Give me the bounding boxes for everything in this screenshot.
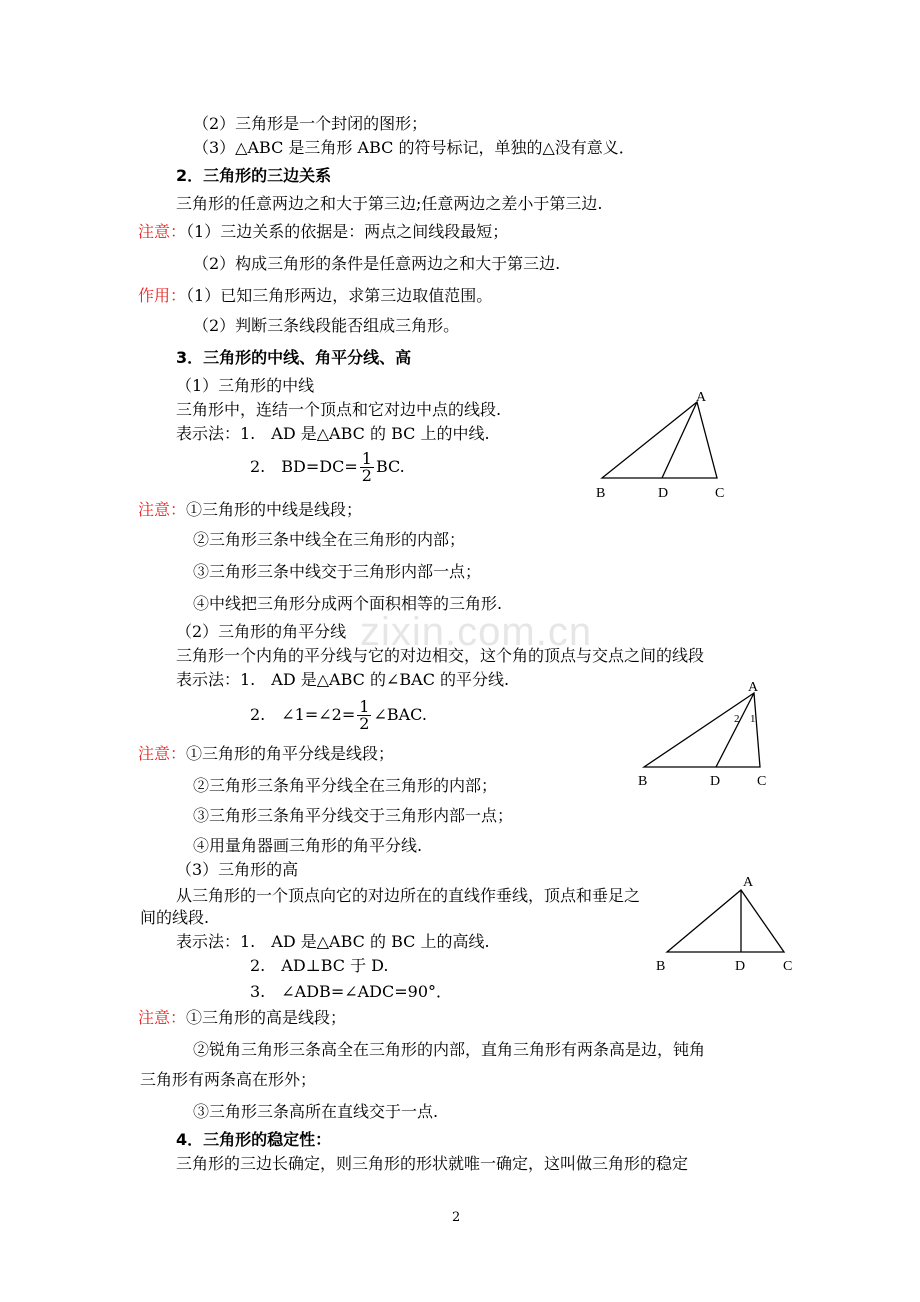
- vertex-b: B: [596, 486, 606, 501]
- expr-text: 2. BD=DC=: [250, 457, 358, 476]
- note-altitude-3: ③三角形三条高所在直线交于一点.: [193, 1102, 439, 1121]
- use-text: （1）已知三角形两边，求第三边取值范围。: [186, 286, 493, 305]
- use-line: [138, 286, 492, 306]
- altitude-triangle: [667, 890, 784, 952]
- point-d: D: [735, 959, 746, 974]
- note-altitude-2-cont: 三角形有两条高在形外；: [140, 1070, 317, 1089]
- angle-1-label: 1: [750, 713, 756, 725]
- expr-text: ∠BAC.: [373, 705, 427, 724]
- section-altitude-expr3: 3. ∠ADB=∠ADC=90°．: [250, 982, 453, 1001]
- section-bisector-expr1: 表示法：1. AD 是△ABC 的∠BAC 的平分线.: [176, 670, 510, 689]
- median-line: [662, 402, 697, 478]
- bisector-line: [716, 693, 754, 767]
- expr-text: 2. ∠1=∠2=: [250, 705, 356, 724]
- line-closed-figure: （2）三角形是一个封闭的图形；: [193, 114, 428, 133]
- section-bisector-expr2: [250, 695, 427, 735]
- note-label: 注意：: [138, 744, 187, 763]
- section-altitude-expr2: 2. AD⊥BC 于 D.: [250, 956, 389, 975]
- watermark: zixin.com.cn: [360, 610, 593, 654]
- vertex-a: A: [743, 875, 754, 890]
- fraction-half: $\frac{1}{2}$: [361, 449, 372, 485]
- note-sides: [138, 222, 508, 242]
- median-figure: [590, 385, 740, 505]
- note-median: [138, 500, 362, 520]
- section-altitude-def1: 从三角形的一个顶点向它的对边所在的直线作垂线，顶点和垂足之: [176, 886, 641, 905]
- note-median-2: ②三角形三条中线全在三角形的内部；: [193, 530, 466, 549]
- section-altitude-expr1: 表示法：1. AD 是△ABC 的 BC 上的高线.: [176, 932, 490, 951]
- line-symbol-note: （3）△ABC 是三角形 ABC 的符号标记，单独的△没有意义．: [193, 138, 635, 157]
- note-label: 注意：: [138, 1008, 187, 1027]
- fraction-half: $\frac{1}{2}$: [359, 697, 370, 733]
- vertex-b: B: [638, 774, 648, 789]
- line-stability: 三角形的三边长确定，则三角形的形状就唯一确定，这叫做三角形的稳定: [176, 1154, 689, 1173]
- bisector-triangle: [644, 693, 760, 767]
- section-median-title: （1）三角形的中线: [176, 376, 315, 395]
- note-bisector-3: ③三角形三条角平分线交于三角形内部一点；: [193, 806, 514, 825]
- section-median-expr1: 表示法：1. AD 是△ABC 的 BC 上的中线.: [176, 424, 490, 443]
- vertex-a: A: [748, 680, 759, 695]
- note-bisector-4: ④用量角器画三角形的角平分线.: [193, 836, 423, 855]
- section-median-def: 三角形中，连结一个顶点和它对边中点的线段.: [176, 400, 502, 419]
- note-text: ①三角形的中线是线段；: [186, 500, 363, 519]
- vertex-c: C: [715, 486, 725, 501]
- note-altitude: [138, 1008, 346, 1028]
- heading-stability: 4．三角形的稳定性：: [176, 1130, 332, 1149]
- heading-median-bisector-altitude: 3．三角形的中线、角平分线、高: [176, 348, 412, 367]
- note-median-3: ③三角形三条中线交于三角形内部一点；: [193, 562, 482, 581]
- note-label: 注意：: [138, 222, 187, 241]
- bisector-figure: [630, 675, 780, 793]
- note-text: （1）三边关系的依据是：两点之间线段最短；: [186, 222, 509, 241]
- section-median-expr2: [250, 447, 405, 487]
- expr-text: BC.: [375, 457, 405, 476]
- line-condition: （2）构成三角形的条件是任意两边之和大于第三边.: [193, 254, 561, 273]
- vertex-b: B: [656, 959, 666, 974]
- point-d: D: [710, 774, 721, 789]
- note-median-4: ④中线把三角形分成两个面积相等的三角形.: [193, 594, 503, 613]
- note-altitude-2: ②锐角三角形三条高全在三角形的内部，直角三角形有两条高是边，钝角: [193, 1040, 706, 1059]
- section-altitude-title: （3）三角形的高: [176, 860, 299, 879]
- note-text: ①三角形的角平分线是线段；: [186, 744, 395, 763]
- angle-2-label: 2: [734, 713, 740, 725]
- vertex-c: C: [757, 774, 767, 789]
- page-number: 2: [452, 1210, 461, 1225]
- use-label: 作用：: [138, 286, 187, 305]
- median-triangle: [602, 402, 717, 478]
- note-text: ①三角形的高是线段；: [186, 1008, 347, 1027]
- vertex-c: C: [783, 959, 793, 974]
- line-judge: （2）判断三条线段能否组成三角形。: [193, 316, 460, 335]
- section-bisector-title: （2）三角形的角平分线: [176, 622, 347, 641]
- note-bisector: [138, 744, 394, 764]
- heading-three-sides: 2．三角形的三边关系: [176, 166, 332, 185]
- note-bisector-2: ②三角形三条角平分线全在三角形的内部；: [193, 776, 498, 795]
- point-d: D: [658, 486, 669, 501]
- vertex-a: A: [696, 390, 707, 405]
- section-bisector-def: 三角形一个内角的平分线与它的对边相交，这个角的顶点与交点之间的线段: [176, 646, 705, 665]
- section-altitude-def2: 间的线段.: [140, 908, 210, 927]
- note-label: 注意：: [138, 500, 187, 519]
- line-sides-rule: 三角形的任意两边之和大于第三边;任意两边之差小于第三边.: [176, 194, 603, 213]
- altitude-figure: [650, 870, 800, 980]
